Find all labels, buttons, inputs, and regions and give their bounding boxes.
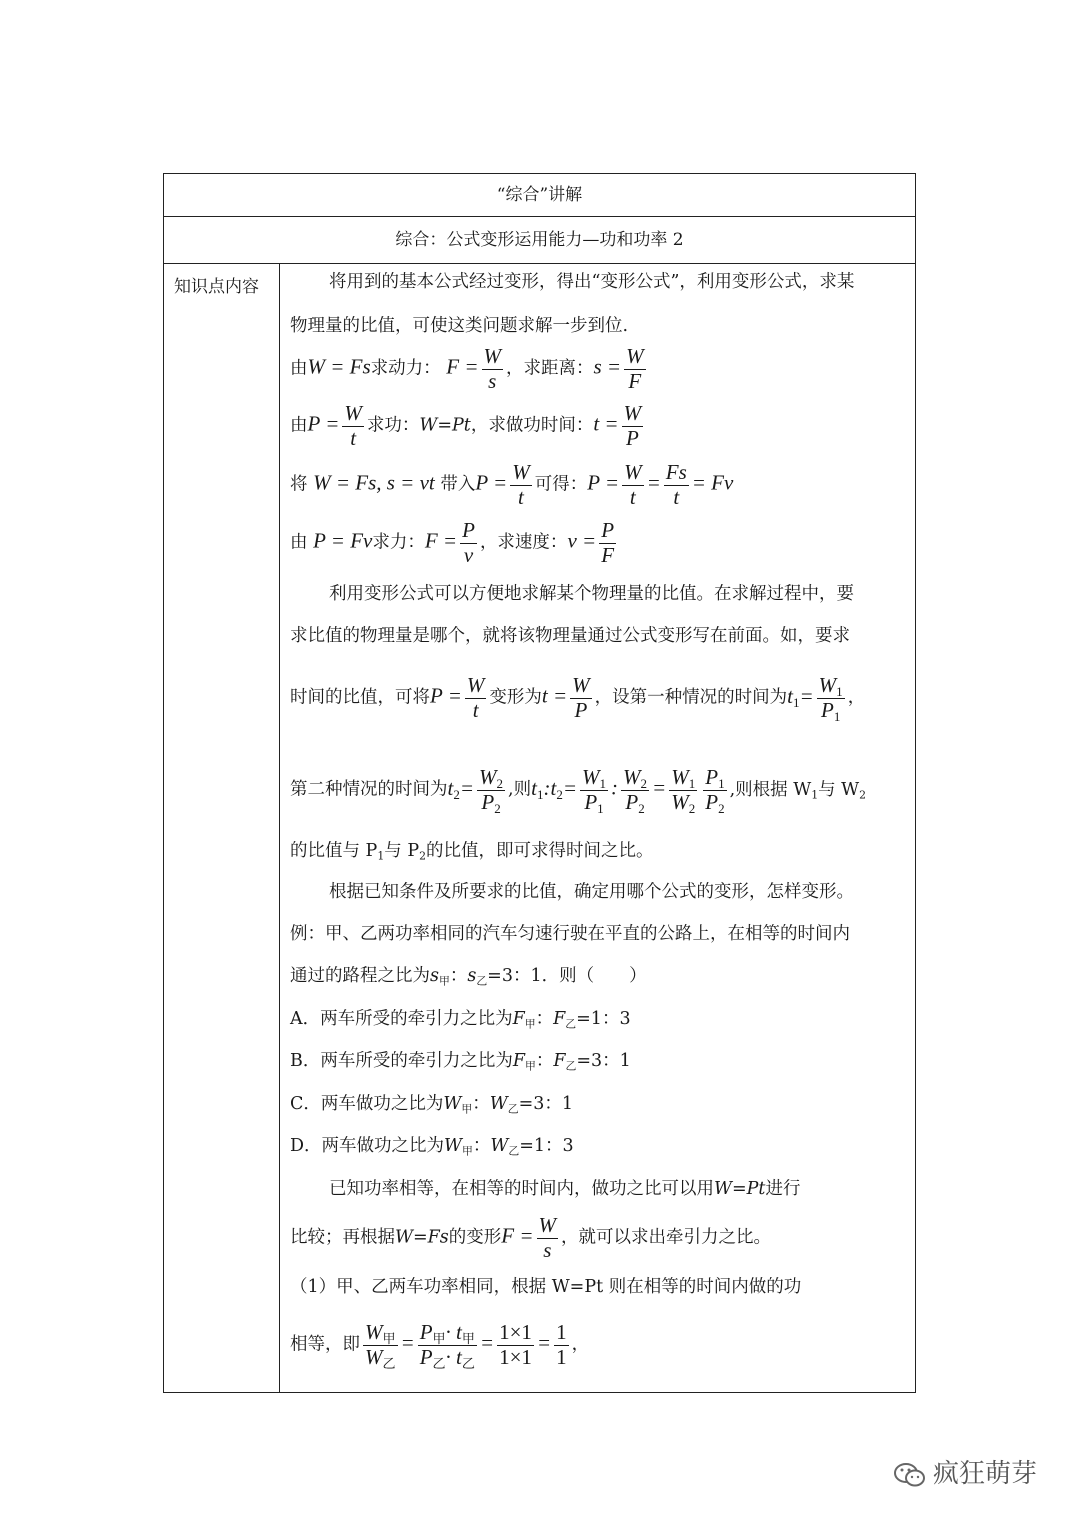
formula-line: [290, 766, 866, 814]
fraction: $\frac{W_甲}{W_乙}$: [365, 1320, 396, 1371]
math: $t_1=$: [787, 683, 814, 710]
text: 求力：: [372, 532, 425, 553]
fraction: $\frac{1\times 1}{1\times 1}$: [499, 1320, 532, 1369]
formula-line: [290, 519, 619, 567]
text: 由: [290, 358, 308, 379]
math: $t_2=$: [447, 775, 475, 802]
math: W = Fs, s = vt: [313, 470, 435, 495]
formula-line: 相等，即 $\frac{W_甲}{W_乙}$ = $\frac{P_甲\cdot t_甲}{P_乙\cdot t_乙}$ = $\frac{1\times 1}{1\times 1}$ = $\frac{1}{1}$ ，: [290, 1320, 590, 1371]
math: $t_1:t_2=$: [531, 775, 578, 802]
formula-line: [290, 402, 646, 450]
para-line: 求比值的物理量是哪个，就将该物理量通过公式变形写在前面。如，要求: [290, 626, 850, 646]
fraction: $\frac{P}{v}$: [462, 518, 475, 567]
text: ,则根据 $W_1$与 $W_2$: [729, 779, 867, 801]
para-line: （1）甲、乙两车功率相同，根据 W=Pt 则在相等的时间内做的功: [290, 1277, 802, 1297]
text: ，求速度：: [479, 532, 568, 553]
fraction: $\frac{Fs}{t}$: [665, 460, 687, 509]
math: = Fv: [691, 470, 734, 495]
para-line: 利用变形公式可以方便地求解某个物理量的比值。在求解过程中，要: [329, 584, 854, 604]
math: W=Pt: [419, 415, 471, 436]
text: 变形为: [489, 687, 542, 708]
watermark-text: 疯狂萌芽: [933, 1459, 1038, 1489]
math: P =: [475, 470, 508, 495]
para-line: 已知功率相等，在相等的时间内，做功之比可以用W=Pt进行: [329, 1179, 801, 1199]
text: ,则: [508, 779, 532, 800]
formula-line: 比较；再根据W=Fs的变形F = $\frac{W}{s}$ ，就可以求出牵引力之比。: [290, 1213, 772, 1262]
math: P =: [430, 683, 462, 708]
fraction: $\frac{P_1}{P_2}$: [705, 765, 725, 816]
left-label: 知识点内容: [174, 277, 259, 297]
watermark: [893, 1453, 1037, 1490]
para-line: 将用到的基本公式经过变形，得出“变形公式”，利用变形公式，求某: [329, 272, 855, 292]
text: 将: [290, 474, 308, 495]
text: 求功：: [366, 415, 420, 436]
para-line: 根据已知条件及所要求的比值，确定用哪个公式的变形，怎样变形。: [329, 882, 854, 902]
fraction: $\frac{W}{P}$: [572, 673, 590, 722]
wechat-icon: [893, 1461, 927, 1489]
fraction: $\frac{W}{F}$: [626, 344, 644, 393]
fraction: $\frac{W}{s}$: [538, 1213, 557, 1262]
math: =: [646, 470, 661, 495]
math: =: [652, 775, 667, 800]
para-line: 通过的路程之比为$s_甲$：$s_乙=3$：1．则（ ）: [290, 966, 647, 988]
formula-line: [290, 674, 865, 722]
option-d: D．两车做功之比为$W_甲$：$W_乙=1$：3: [290, 1136, 574, 1158]
table-subtitle: 综合：公式变形运用能力—功和功率 2: [164, 217, 915, 264]
fraction: $\frac{W}{t}$: [624, 460, 642, 509]
text: ，求距离：: [506, 358, 594, 379]
fraction: $\frac{W}{t}$: [512, 460, 530, 509]
fraction: $\frac{W}{P}$: [623, 401, 642, 450]
math: P = Fv: [313, 528, 373, 553]
math: s =: [593, 354, 622, 379]
fraction: $\frac{W_1}{P_1}$: [582, 765, 607, 816]
math: :: [611, 775, 619, 800]
table-title: “综合”讲解: [164, 174, 915, 217]
fraction: $\frac{W_1}{P_1}$: [818, 673, 843, 724]
fraction: $\frac{W}{t}$: [466, 673, 485, 722]
text: 由: [290, 532, 308, 553]
para-line: 的比值与 $P_1$与 $P_2$的比值，即可求得时间之比。: [290, 841, 654, 863]
left-label-cell: [164, 264, 280, 1392]
text: ，设第一种情况的时间为: [594, 687, 788, 708]
option-b: B．两车所受的牵引力之比为$F_甲$：$F_乙=3$：1: [290, 1051, 631, 1073]
text: 求动力：: [370, 358, 441, 379]
text: 第二种情况的时间为: [290, 779, 448, 800]
math: v =: [567, 528, 597, 553]
fraction: $\frac{P}{F}$: [601, 518, 615, 567]
fraction: $\frac{P_甲\cdot t_甲}{P_乙\cdot t_乙}$: [419, 1320, 475, 1371]
fraction: $\frac{W}{s}$: [483, 344, 501, 393]
text: 由: [290, 415, 308, 436]
math: F =: [446, 354, 479, 379]
text: 可得：: [534, 474, 588, 495]
option-a: A．两车所受的牵引力之比为$F_甲$：$F_乙=1$：3: [290, 1009, 631, 1031]
text: 带入: [440, 474, 476, 495]
option-c: C．两车做功之比为$W_甲$：$W_乙=3$：1: [290, 1094, 574, 1116]
formula-line: [290, 461, 733, 509]
fraction: $\frac{W_1}{W_2}$: [671, 765, 696, 816]
fraction: $\frac{W_2}{P_2}$: [479, 765, 504, 816]
math: W = Fs: [307, 354, 371, 379]
knowledge-table: [163, 173, 916, 1393]
para-line: 例：甲、乙两功率相同的汽车匀速行驶在平直的公路上，在相等的时间内: [290, 924, 850, 944]
fraction: $\frac{W}{t}$: [344, 401, 362, 450]
text: ，求做功时间：: [470, 415, 594, 436]
fraction: $\frac{W_2}{P_2}$: [623, 765, 648, 816]
math: P =: [587, 470, 620, 495]
formula-line: [290, 345, 649, 393]
text: 时间的比值，可将: [290, 687, 430, 708]
para-line: 物理量的比值，可使这类问题求解一步到位.: [290, 316, 629, 336]
text: ，: [847, 687, 866, 708]
math: P =: [307, 411, 340, 436]
math: t =: [541, 683, 568, 708]
math: F =: [424, 528, 458, 553]
math: t =: [593, 411, 619, 436]
fraction: $\frac{1}{1}$: [556, 1320, 567, 1369]
